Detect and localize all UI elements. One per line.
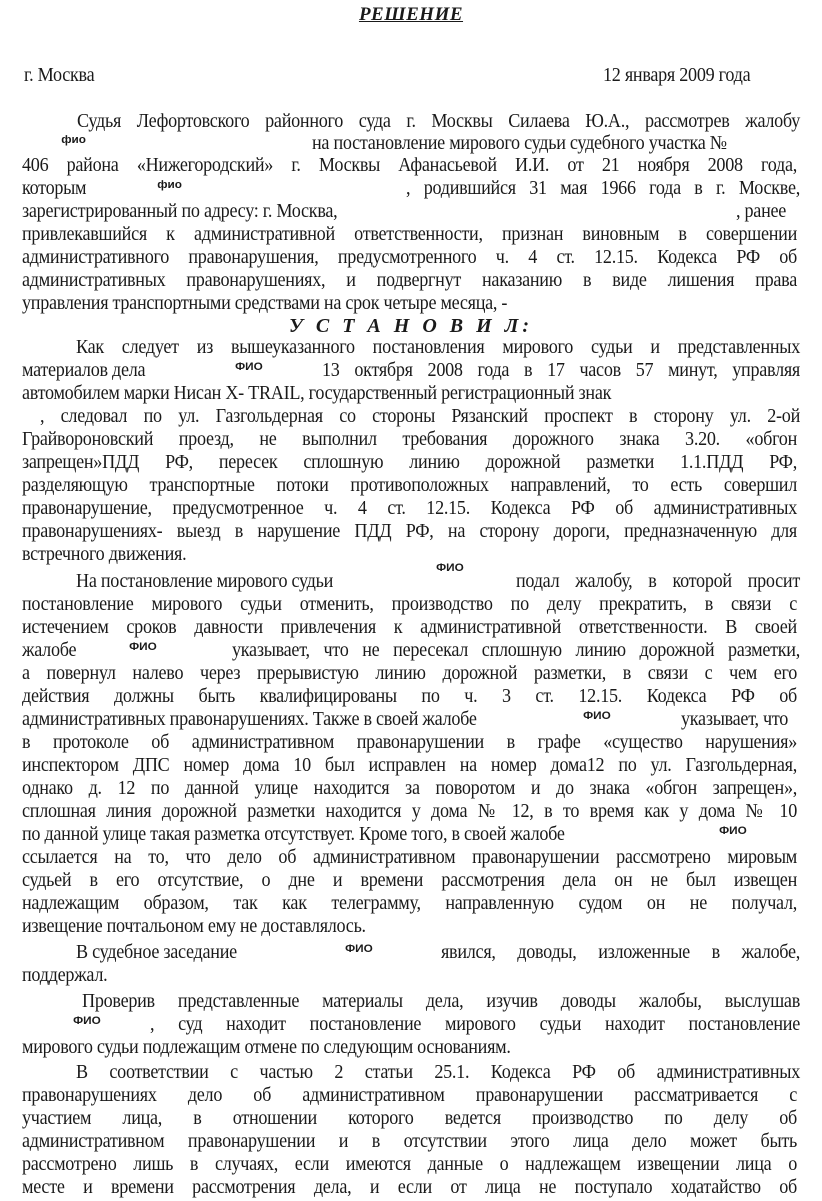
- text-line: На постановление мирового судьи: [76, 571, 334, 592]
- section-heading: У С Т А Н О В И Л:: [288, 315, 534, 337]
- text-line: явился, доводы, изложенные в жалобе,: [441, 942, 800, 963]
- text-line: административных правонарушениях, и подвергнут наказанию в виде лишения права: [22, 270, 797, 291]
- text-line: , ранее: [736, 201, 787, 222]
- text-line: месте и времени рассмотрения дела, и если от лица не поступало ходатайство об: [22, 1177, 797, 1198]
- document-title: РЕШЕНИЕ: [358, 4, 464, 25]
- text-line: правонарушение, предусмотренное ч. 4 ст. 12.15. Кодекса РФ об административных: [22, 498, 797, 519]
- text-line: встречного движения.: [22, 544, 187, 565]
- text-line: инспектором ДПС номер дома 10 был исправлен на номер дома12 по ул. Газгольдерная,: [22, 755, 797, 776]
- text-line: Судья Лефортовского районного суда г. Москвы Силаева Ю.А., рассмотрев жалобу: [77, 111, 800, 132]
- text-line: привлекавшийся к административной ответственности, признан виновным в совершении: [22, 224, 797, 245]
- text-line: истечением сроков давности привлечения к административной ответственности. В своей: [22, 617, 797, 638]
- text-line: 13 октября 2008 года в 17 часов 57 минут, управляя: [322, 360, 800, 381]
- text-line: материалов дела: [22, 360, 146, 381]
- text-line: административных правонарушениях. Также в своей жалобе: [22, 709, 477, 730]
- text-line: действия должны быть квалифицированы по ч. 3 ст. 12.15. Кодекса РФ об: [22, 686, 797, 707]
- redaction-fio: ФИО: [345, 943, 373, 955]
- document-date: 12 января 2009 года: [603, 65, 751, 86]
- text-line: которым: [22, 178, 87, 199]
- text-line: участием лица, в отношении которого ведется производство по делу об: [22, 1108, 797, 1129]
- text-line: надлежащим образом, так как телеграмму, направленную судом он не получал,: [22, 893, 797, 914]
- redaction-fio: ФИО: [129, 641, 157, 653]
- text-line: Грайвороновский проезд, не выполнил требования дорожного знака 3.20. «обгон: [22, 429, 797, 450]
- text-line: 406 района «Нижегородский» г. Москвы Афанасьевой И.И. от 21 ноября 2008 года,: [22, 155, 797, 176]
- text-line: постановление мирового судьи отменить, производство по делу прекратить, в связи с: [22, 594, 797, 615]
- text-line: зарегистрированный по адресу: г. Москва,: [22, 201, 338, 222]
- text-line: рассмотрено лишь в случаях, если имеются данные о надлежащем извещении лица о: [22, 1154, 797, 1175]
- text-line: в протоколе об административном правонарушении в графе «существо нарушения»: [22, 732, 797, 753]
- text-line: В судебное заседание: [76, 942, 237, 963]
- text-line: сплошная линия дорожной разметки находится у дома № 12, в то время как у дома № 10: [22, 801, 797, 822]
- text-line: а повернул налево через прерывистую линию дорожной разметки, в связи с чем его: [22, 663, 797, 684]
- text-line: указывает, что: [681, 709, 789, 730]
- text-line: извещение почтальоном ему не доставлялось.: [22, 916, 366, 937]
- text-line: запрещен»ПДД РФ, пересек сплошную линию дорожной разметки 1.1.ПДД РФ,: [22, 452, 797, 473]
- text-line: Как следует из вышеуказанного постановления мирового судьи и представленных: [76, 337, 800, 358]
- text-line: ссылается на то, что дело об административном правонарушении рассмотрено мировым: [22, 847, 797, 868]
- redaction-fio: фио: [61, 134, 86, 146]
- text-line: правонарушениях дело об административном правонарушении рассматривается с: [22, 1085, 797, 1106]
- redaction-fio: ФИО: [73, 1015, 101, 1027]
- document-city: г. Москва: [24, 65, 95, 86]
- text-line: автомобилем марки Нисан Х- TRAIL, государственный регистрационный знак: [22, 383, 612, 404]
- text-line: поддержал.: [22, 965, 108, 986]
- text-line: В соответствии с частью 2 статьи 25.1. Кодекса РФ об административных: [76, 1062, 800, 1083]
- text-line: судьей в его отсутствие, о дне и времени рассмотрения дела он не был извещен: [22, 870, 797, 891]
- text-line: правонарушениях- выезд в нарушение ПДД РФ, на сторону дороги, предназначенную для: [22, 521, 797, 542]
- text-line: разделяющую транспортные потоки противоположных направлений, то есть совершил: [22, 475, 797, 496]
- text-line: , суд находит постановление мирового судьи находит постановление: [150, 1014, 800, 1035]
- redaction-fio: ФИО: [235, 361, 263, 373]
- text-line: , следовал по ул. Газгольдерная со стороны Рязанский проспект в сторону ул. 2-ой: [40, 406, 800, 427]
- text-line: однако д. 12 по данной улице находится за поворотом и до знака «обгон запрещен»,: [22, 778, 797, 799]
- text-line: управления транспортными средствами на срок четыре месяца, -: [22, 293, 508, 314]
- text-line: на постановление мирового судьи судебного участка №: [312, 133, 727, 154]
- text-line: административного правонарушения, предусмотренного ч. 4 ст. 12.15. Кодекса РФ об: [22, 247, 797, 268]
- text-line: указывает, что не пересекал сплошную линию дорожной разметки,: [232, 640, 800, 661]
- text-line: жалобе: [22, 640, 77, 661]
- redaction-fio: ФИО: [436, 562, 464, 574]
- text-line: по данной улице такая разметка отсутствует. Кроме того, в своей жалобе: [22, 824, 565, 845]
- text-line: мирового судьи подлежащим отмене по следующим основаниям.: [22, 1037, 511, 1058]
- redaction-fio: ФИО: [719, 825, 747, 837]
- redaction-fio: ФИО: [583, 710, 611, 722]
- text-line: административном правонарушении и в отсутствии этого лица дело может быть: [22, 1131, 797, 1152]
- text-line: Проверив представленные материалы дела, изучив доводы жалобы, выслушав: [82, 991, 800, 1012]
- text-line: , родившийся 31 мая 1966 года в г. Москве,: [406, 178, 800, 199]
- text-line: подал жалобу, в которой просит: [516, 571, 800, 592]
- redaction-fio: фио: [157, 179, 182, 191]
